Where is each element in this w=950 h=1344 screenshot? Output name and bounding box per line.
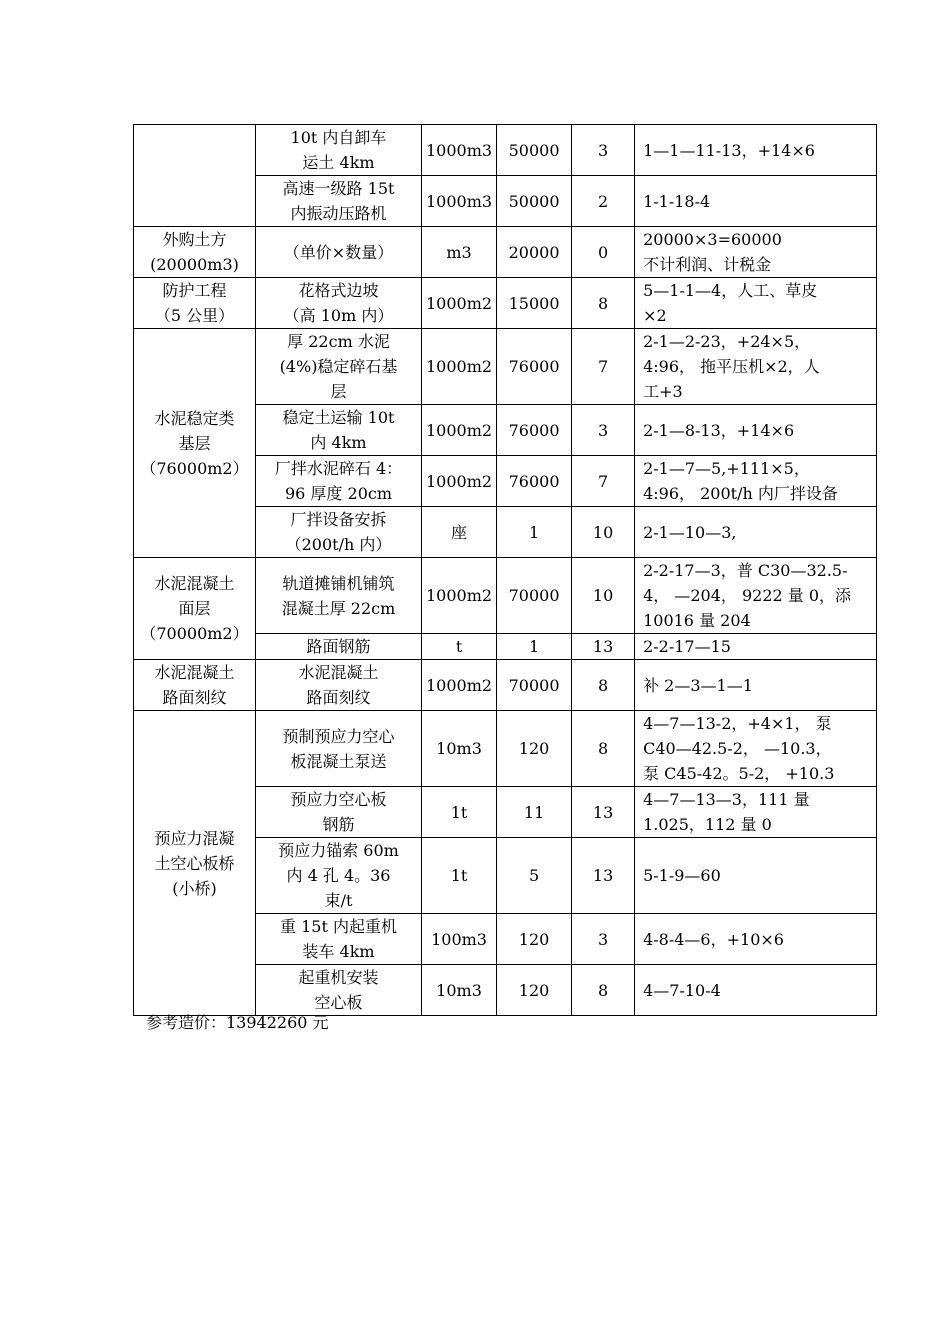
category-cell: 预应力混凝 土空心板桥 (小桥) — [134, 711, 256, 1016]
remark-cell: 1—1—11-13，+14×6 — [635, 125, 877, 176]
remark-cell: 4—7—13—3，111 量 1.025，112 量 0 — [635, 787, 877, 838]
category-cell: 水泥混凝土 面层 （70000m2） — [134, 558, 256, 660]
item-cell: 稳定土运输 10t 内 4km — [256, 405, 422, 456]
remark-cell: 2-1—10—3, — [635, 507, 877, 558]
remark-cell: 4-8-4—6，+10×6 — [635, 914, 877, 965]
table-row — [134, 125, 877, 176]
item-cell: 起重机安装 空心板 — [256, 965, 422, 1016]
code-cell: 13 — [572, 838, 635, 914]
code-cell: 3 — [572, 405, 635, 456]
table-row — [134, 227, 877, 278]
code-cell: 3 — [572, 125, 635, 176]
category-cell: 外购土方 (20000m3) — [134, 227, 256, 278]
code-cell: 0 — [572, 227, 635, 278]
unit-cell: 1t — [422, 787, 497, 838]
quantity-cell: 15000 — [497, 278, 572, 329]
unit-cell: 1000m3 — [422, 176, 497, 227]
code-cell: 7 — [572, 456, 635, 507]
reference-price: 参考造价：13942260 元 — [146, 1013, 329, 1032]
quantity-cell: 5 — [497, 838, 572, 914]
unit-cell: 10m3 — [422, 711, 497, 787]
unit-cell: 1000m2 — [422, 329, 497, 405]
table-row — [134, 711, 877, 787]
category-cell: 防护工程 （5 公里） — [134, 278, 256, 329]
item-cell: 10t 内自卸车 运土 4km — [256, 125, 422, 176]
remark-cell: 2-2-17—3，普 C30—32.5- 4， —204， 9222 量 0，添 10016 量 204 — [635, 558, 877, 634]
remark-cell: 2-1—8-13，+14×6 — [635, 405, 877, 456]
item-cell: 厂拌水泥碎石 4： 96 厚度 20cm — [256, 456, 422, 507]
category-cell: 水泥混凝土 路面刻纹 — [134, 660, 256, 711]
unit-cell: 1000m2 — [422, 660, 497, 711]
unit-cell: 座 — [422, 507, 497, 558]
item-cell: 轨道摊铺机铺筑 混凝土厚 22cm — [256, 558, 422, 634]
item-cell: 高速一级路 15t 内振动压路机 — [256, 176, 422, 227]
item-cell: 厂拌设备安拆 （200t/h 内） — [256, 507, 422, 558]
remark-cell: 20000×3=60000 不计利润、计税金 — [635, 227, 877, 278]
quantity-cell: 1 — [497, 507, 572, 558]
unit-cell: 1000m2 — [422, 456, 497, 507]
code-cell: 13 — [572, 787, 635, 838]
quantity-cell: 70000 — [497, 660, 572, 711]
quantity-cell: 50000 — [497, 125, 572, 176]
quantity-cell: 120 — [497, 914, 572, 965]
code-cell: 10 — [572, 558, 635, 634]
item-cell: 厚 22cm 水泥 (4%)稳定碎石基 层 — [256, 329, 422, 405]
category-cell: 水泥稳定类 基层 （76000m2） — [134, 329, 256, 558]
remark-cell: 4—7—13-2，+4×1， 泵 C40—42.5-2， —10.3， 泵 C45-42。5-2， +10.3 — [635, 711, 877, 787]
table-row — [134, 660, 877, 711]
item-cell: 水泥混凝土 路面刻纹 — [256, 660, 422, 711]
quantity-cell: 76000 — [497, 405, 572, 456]
quantity-cell: 76000 — [497, 456, 572, 507]
code-cell: 2 — [572, 176, 635, 227]
remark-cell: 2-1—7—5,+111×5， 4:96， 200t/h 内厂拌设备 — [635, 456, 877, 507]
code-cell: 8 — [572, 660, 635, 711]
quantity-cell: 120 — [497, 965, 572, 1016]
code-cell: 8 — [572, 965, 635, 1016]
item-cell: （单价×数量） — [256, 227, 422, 278]
remark-cell: 1-1-18-4 — [635, 176, 877, 227]
unit-cell: 10m3 — [422, 965, 497, 1016]
item-cell: 重 15t 内起重机 装车 4km — [256, 914, 422, 965]
unit-cell: 100m3 — [422, 914, 497, 965]
remark-cell: 5-1-9—60 — [635, 838, 877, 914]
remark-cell: 4—7-10-4 — [635, 965, 877, 1016]
quantity-cell: 11 — [497, 787, 572, 838]
unit-cell: 1t — [422, 838, 497, 914]
item-cell: 预制预应力空心 板混凝土泵送 — [256, 711, 422, 787]
table-row — [134, 329, 877, 405]
quantity-cell: 70000 — [497, 558, 572, 634]
quantity-cell: 76000 — [497, 329, 572, 405]
remark-cell: 2-2-17—15 — [635, 634, 877, 660]
quantity-cell: 50000 — [497, 176, 572, 227]
code-cell: 13 — [572, 634, 635, 660]
unit-cell: 1000m2 — [422, 405, 497, 456]
unit-cell: m3 — [422, 227, 497, 278]
unit-cell: t — [422, 634, 497, 660]
cost-estimate-table — [133, 124, 877, 1016]
item-cell: 路面钢筋 — [256, 634, 422, 660]
item-cell: 花格式边坡 （高 10m 内） — [256, 278, 422, 329]
remark-cell: 补 2—3—1—1 — [635, 660, 877, 711]
quantity-cell: 1 — [497, 634, 572, 660]
code-cell: 8 — [572, 711, 635, 787]
code-cell: 10 — [572, 507, 635, 558]
remark-cell: 2-1—2-23，+24×5， 4:96， 拖平压机×2，人 工+3 — [635, 329, 877, 405]
code-cell: 7 — [572, 329, 635, 405]
category-cell — [134, 125, 256, 227]
unit-cell: 1000m2 — [422, 278, 497, 329]
quantity-cell: 20000 — [497, 227, 572, 278]
item-cell: 预应力空心板 钢筋 — [256, 787, 422, 838]
unit-cell: 1000m3 — [422, 125, 497, 176]
code-cell: 8 — [572, 278, 635, 329]
code-cell: 3 — [572, 914, 635, 965]
quantity-cell: 120 — [497, 711, 572, 787]
unit-cell: 1000m2 — [422, 558, 497, 634]
table-row — [134, 558, 877, 634]
remark-cell: 5—1-1—4，人工、草皮 ×2 — [635, 278, 877, 329]
table-row — [134, 278, 877, 329]
item-cell: 预应力锚索 60m 内 4 孔 4。36 束/t — [256, 838, 422, 914]
